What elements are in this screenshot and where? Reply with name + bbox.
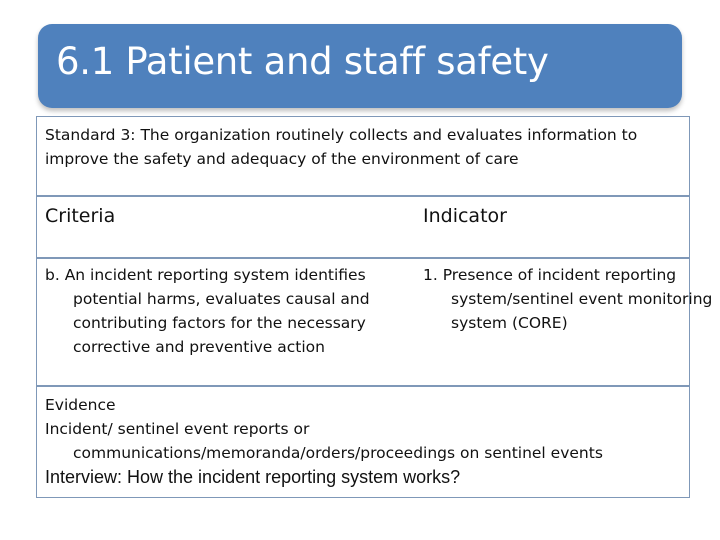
evidence-box <box>36 386 690 498</box>
title-banner <box>38 24 682 108</box>
standard-box <box>36 116 690 196</box>
evidence-heading: Evidence <box>45 396 116 414</box>
table-header-row <box>36 196 690 258</box>
slide-title: 6.1 Patient and staff safety <box>56 40 549 83</box>
criteria-header: Criteria <box>45 205 116 227</box>
indicator-text: 1. Presence of incident reporting system/sentinel event monitoring system (CORE) <box>423 266 713 332</box>
interview-line: Interview: How the incident reporting system works? <box>45 467 461 487</box>
evidence-line-1: Incident/ sentinel event reports or <box>45 420 310 438</box>
standard-text: Standard 3: The organization routinely collects and evaluates information to improve the safety and adequacy of the environment of care <box>45 126 638 168</box>
table-body-row <box>36 258 713 386</box>
indicator-header: Indicator <box>423 205 507 227</box>
criteria-text: b. An incident reporting system identifies potential harms, evaluates causal and contributing factors for the necessary corrective and preventive action <box>45 266 370 356</box>
evidence-line-2: communications/memoranda/orders/proceedings on sentinel events <box>73 444 603 462</box>
